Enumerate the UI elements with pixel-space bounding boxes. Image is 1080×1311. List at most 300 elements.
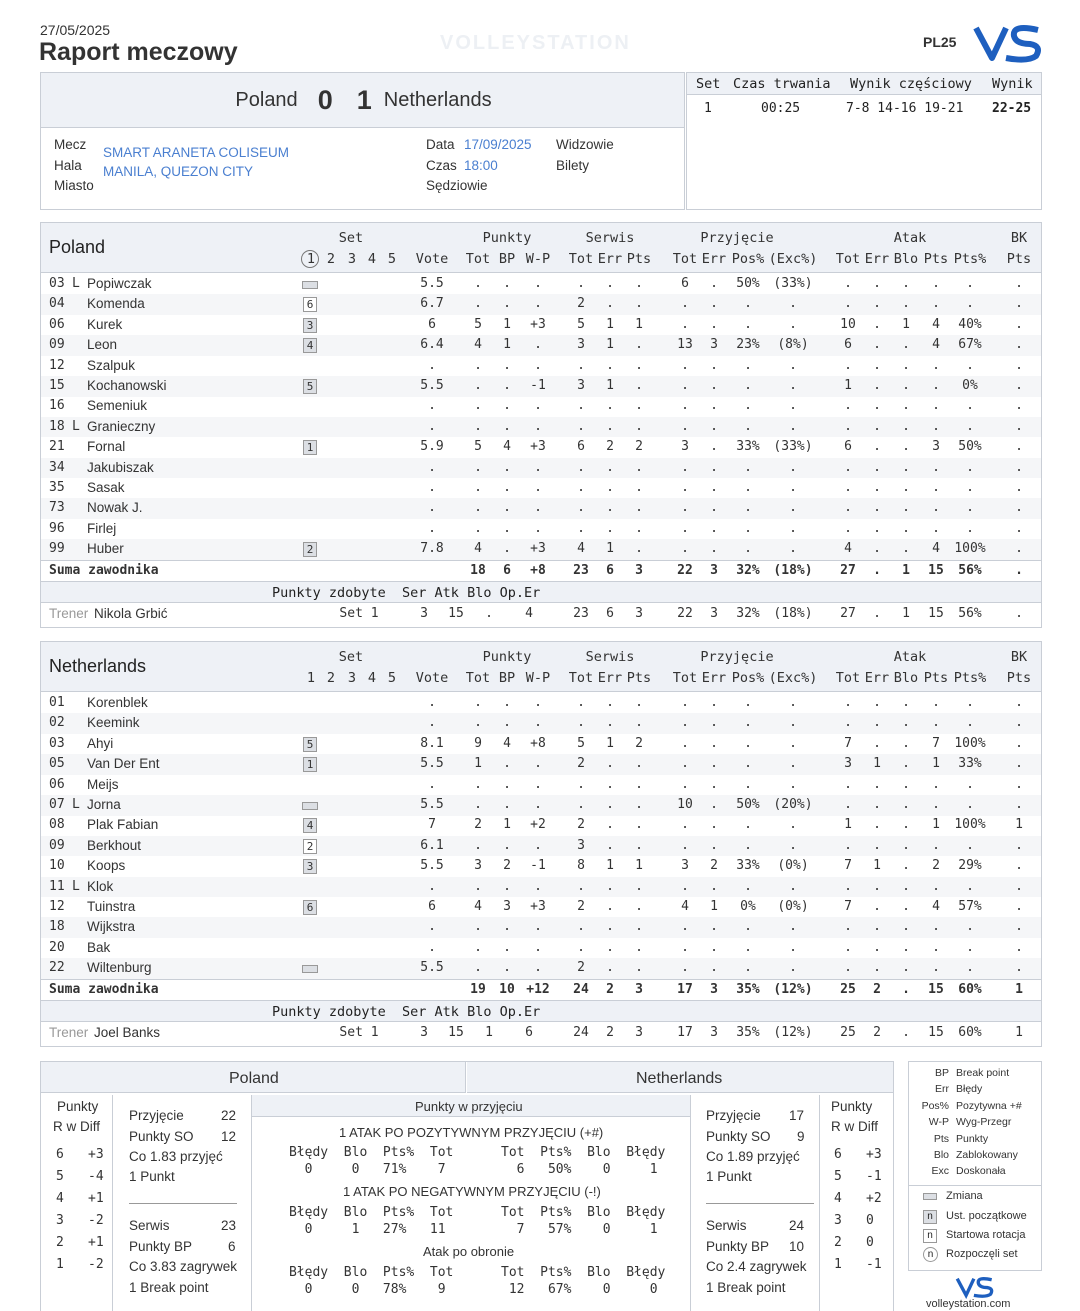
home-bp-label: Punkty BP (129, 1239, 193, 1254)
reception-value: . (789, 817, 797, 833)
pos-left-values: 0 0 71% 7 (289, 1162, 446, 1177)
attack-value: . (932, 715, 940, 731)
def-right-header: Tot Pts% Blo Błędy (501, 1265, 666, 1280)
points-value: . (474, 837, 482, 853)
footer-site: volleystation.com (926, 1298, 1011, 1310)
serve-value: 2 (635, 439, 643, 455)
player-name[interactable]: Koops (87, 858, 126, 874)
attack-value: . (966, 459, 974, 475)
reception-value: . (789, 541, 797, 557)
points-value: . (474, 797, 482, 812)
start-position-badge: 1 (303, 440, 317, 455)
attack-value: . (902, 878, 910, 894)
serve-value: . (635, 296, 643, 312)
attack-value: . (932, 296, 940, 312)
player-name[interactable]: Sasak (87, 480, 125, 495)
player-name[interactable]: Kurek (87, 316, 123, 332)
vote-value: 6.4 (420, 337, 444, 353)
player-name[interactable]: Klok (87, 878, 114, 894)
scored-atk: 15 (448, 1024, 464, 1040)
reception-value: . (710, 919, 718, 935)
reception-value: . (744, 418, 752, 434)
set-col-header: Set (696, 76, 721, 92)
reception-value: . (789, 695, 797, 710)
coach-set: Set 1 (339, 605, 379, 621)
reception-value: . (710, 459, 718, 475)
reception-value: . (789, 756, 797, 772)
attack-value: . (932, 418, 940, 434)
start-position-badge: 6 (303, 900, 317, 915)
reception-value: . (710, 357, 718, 373)
player-name[interactable]: Kochanowski (87, 378, 167, 393)
reception-value: . (681, 378, 689, 393)
reception-value: . (710, 756, 718, 772)
block-value: . (1015, 837, 1023, 853)
player-name[interactable]: Ahyi (87, 735, 114, 751)
reception-col-header: Pos% (731, 670, 765, 686)
bk-col-header: Pts (1006, 670, 1032, 686)
serve-value: . (606, 500, 614, 516)
coach-block: 1 (1015, 1024, 1023, 1040)
block-value: . (1015, 858, 1023, 874)
reception-value: . (710, 296, 718, 312)
reception-col-header: Tot (672, 670, 698, 686)
reception-value: . (681, 878, 689, 894)
start-position-badge: 4 (303, 338, 317, 353)
serve-value: . (635, 797, 643, 812)
def-right-values: 12 67% 0 0 (501, 1282, 658, 1297)
attack-value: . (902, 418, 910, 434)
total-reception: 17 (677, 981, 693, 997)
attack-value: . (932, 520, 940, 536)
serve-value: . (577, 919, 585, 935)
rotation-number: 3 (834, 1213, 842, 1228)
points-value: . (474, 276, 482, 291)
player-row (41, 795, 1041, 816)
serve-value: . (606, 817, 614, 833)
serve-value: 1 (635, 316, 643, 332)
serve-value: . (606, 919, 614, 935)
serve-value: . (606, 695, 614, 710)
points-value: . (474, 398, 482, 414)
attack-value: . (902, 296, 910, 312)
player-name[interactable]: Jakubiszak (87, 459, 154, 475)
rotation-number: 6 (56, 1147, 64, 1162)
coach-attack: 27 (840, 605, 856, 621)
coach-block: . (1015, 605, 1023, 621)
substitution-icon (302, 281, 318, 289)
legend-desc: Doskonała (956, 1165, 1006, 1178)
coach-serve: 23 (573, 605, 589, 621)
attack-value: . (966, 480, 974, 495)
player-name[interactable]: Keemink (87, 715, 140, 731)
total-reception: 3 (710, 562, 718, 578)
points-value: . (534, 276, 542, 291)
legend-abbr: W-P (928, 1116, 949, 1129)
vote-value: . (428, 520, 436, 536)
player-name[interactable]: Wiltenburg (87, 960, 152, 976)
attack-value: . (966, 960, 974, 976)
reception-value: . (789, 878, 797, 894)
reception-value: . (744, 459, 752, 475)
serve-value: . (606, 398, 614, 414)
reception-value: 50% (736, 276, 760, 291)
points-value: . (474, 878, 482, 894)
block-value: . (1015, 715, 1023, 731)
player-name[interactable]: Popiwczak (87, 276, 152, 291)
points-value: 5 (474, 439, 482, 455)
attack-value: . (966, 418, 974, 434)
player-row (41, 917, 1041, 938)
attack-value: 1 (844, 817, 852, 833)
attack-value: . (873, 960, 881, 976)
block-value: . (1015, 520, 1023, 536)
legend-start: Startowa rotacja (946, 1229, 1026, 1241)
vote-value: . (428, 715, 436, 731)
points-value: . (474, 480, 482, 495)
block-value: . (1015, 439, 1023, 455)
coach-reception: 17 (677, 1024, 693, 1040)
attack-value: . (873, 735, 881, 751)
vote-value: 6 (428, 316, 436, 332)
player-name[interactable]: Wijkstra (87, 919, 135, 935)
reception-value: . (681, 418, 689, 434)
pos-right-header: Tot Pts% Blo Błędy (501, 1145, 666, 1160)
vote-value: 6.1 (420, 837, 444, 853)
total-serve: 24 (573, 981, 589, 997)
serve-value: . (635, 500, 643, 516)
reception-value: 3 (681, 858, 689, 874)
attack-value: 0% (962, 378, 978, 393)
player-name[interactable]: Korenblek (87, 695, 148, 710)
attack-col-header: Tot (835, 251, 861, 267)
start-rotation-icon: n (923, 1229, 937, 1243)
points-value: . (474, 418, 482, 434)
home-bp-value: 6 (228, 1239, 236, 1254)
serve-col-header: Err (597, 670, 623, 686)
player-name[interactable]: Semeniuk (87, 398, 148, 414)
points-value: 9 (474, 735, 482, 751)
points-value: . (534, 756, 542, 772)
neg-right-values: 7 57% 0 1 (501, 1222, 658, 1237)
block-value: 1 (1015, 817, 1023, 833)
player-number: 34 (49, 459, 65, 475)
attack-value: 100% (954, 541, 986, 557)
player-name[interactable]: Nowak J. (87, 500, 143, 516)
points-value: 1 (503, 337, 511, 353)
reception-value: 10 (677, 797, 693, 812)
player-name[interactable]: Szalpuk (87, 357, 136, 373)
points-value: . (503, 500, 511, 516)
player-name[interactable]: Meijs (87, 776, 119, 792)
player-number: 12 (49, 357, 65, 373)
serve-col-header: Pts (626, 670, 652, 686)
points-value: . (503, 480, 511, 495)
player-number: 04 (49, 296, 65, 312)
points-value: . (474, 776, 482, 792)
player-name[interactable]: Granieczny (87, 418, 156, 434)
serve-col-header: Tot (568, 670, 594, 686)
points-value: 4 (503, 735, 511, 751)
vote-value: 5.5 (420, 756, 444, 772)
attack-value: . (902, 735, 910, 751)
total-points: 19 (470, 981, 486, 997)
serve-value: . (635, 459, 643, 475)
serve-value: . (635, 520, 643, 536)
player-row (41, 376, 1041, 397)
serve-value: . (606, 776, 614, 792)
scored-points-bar (41, 581, 1041, 603)
player-row (41, 315, 1041, 336)
reception-value: 4 (681, 899, 689, 914)
serve-value: . (606, 960, 614, 976)
serve-col-header: Tot (568, 251, 594, 267)
legend-desc: Wyg-Przegr (956, 1116, 1012, 1129)
away-one-breakpoint: 1 Break point (706, 1280, 786, 1295)
attack-value: . (902, 439, 910, 455)
start-position-badge: 2 (303, 542, 317, 557)
total-label: Suma zawodnika (49, 981, 159, 997)
reception-value: . (744, 715, 752, 731)
points-value: 4 (474, 337, 482, 353)
block-value: . (1015, 459, 1023, 475)
player-name[interactable]: Plak Fabian (87, 817, 159, 833)
total-reception: (18%) (773, 562, 813, 578)
reception-value: . (744, 480, 752, 495)
home-reception-value: 22 (221, 1108, 237, 1123)
player-name[interactable]: Berkhout (87, 837, 142, 853)
serve-col-header: Err (597, 251, 623, 267)
attack-value: . (902, 899, 910, 914)
points-value: . (474, 960, 482, 976)
points-value: 5 (474, 316, 482, 332)
player-name[interactable]: Bak (87, 939, 111, 955)
block-value: . (1015, 797, 1023, 812)
reception-value: . (681, 735, 689, 751)
block-value: . (1015, 899, 1023, 914)
summary-panel (40, 1061, 894, 1311)
reception-value: . (710, 939, 718, 955)
points-value: . (503, 939, 511, 955)
serve-value: 8 (577, 858, 585, 874)
attack-value: 7 (844, 899, 852, 914)
attack-value: . (844, 418, 852, 434)
points-value: . (534, 939, 542, 955)
total-points: 10 (499, 981, 515, 997)
summary-away-name: Netherlands (636, 1070, 723, 1087)
reception-value: . (789, 480, 797, 495)
serve-value: . (635, 817, 643, 833)
set-num-header: 5 (387, 670, 397, 686)
libero-marker: L (72, 797, 80, 812)
points-value: . (534, 797, 542, 812)
player-row (41, 877, 1041, 898)
player-number: 73 (49, 500, 65, 516)
coach-label: Trener (49, 1024, 89, 1040)
total-reception: (12%) (773, 981, 813, 997)
reception-value: (33%) (773, 439, 813, 455)
attack-value: 4 (932, 899, 940, 914)
reception-value: . (789, 378, 797, 393)
hall-label: Hala (54, 158, 82, 173)
team-table-poland (40, 222, 1042, 628)
attack-col-header: Pts% (953, 670, 987, 686)
rotation-diff: +3 (866, 1147, 882, 1162)
reception-value: 3 (681, 439, 689, 455)
serve-value: . (577, 276, 585, 291)
attack-value: 7 (932, 735, 940, 751)
reception-value: . (789, 500, 797, 516)
result-col-header: Wynik (992, 76, 1033, 92)
reception-value: . (744, 378, 752, 393)
serve-value: 3 (577, 837, 585, 853)
reception-value: . (710, 439, 718, 455)
attack-value: . (902, 541, 910, 557)
player-number: 21 (49, 439, 65, 455)
player-name[interactable]: Fornal (87, 439, 126, 455)
vote-value: . (428, 418, 436, 434)
serve-value: . (635, 899, 643, 914)
player-name[interactable]: Jorna (87, 797, 121, 812)
block-value: . (1015, 939, 1023, 955)
player-row (41, 519, 1041, 540)
attack-value: . (873, 480, 881, 495)
attack-value: . (873, 541, 881, 557)
reception-value: 0% (740, 899, 756, 914)
points-value: 1 (503, 316, 511, 332)
serve-value: . (606, 520, 614, 536)
legend-abbr: Pos% (921, 1099, 949, 1112)
total-points: +8 (530, 562, 546, 578)
attack-value: . (873, 357, 881, 373)
player-number: 18 (49, 919, 65, 935)
points-value: . (474, 500, 482, 516)
attack-value: . (966, 837, 974, 853)
attack-value: . (844, 357, 852, 373)
player-row (41, 693, 1041, 714)
player-number: 96 (49, 520, 65, 536)
points-value: 3 (503, 899, 511, 914)
start-position-badge: 6 (303, 297, 317, 312)
rotation-diff: 0 (866, 1213, 874, 1228)
player-row (41, 356, 1041, 377)
serve-value: . (606, 899, 614, 914)
vote-value: . (428, 939, 436, 955)
block-value: . (1015, 695, 1023, 710)
points-value: +3 (530, 439, 546, 455)
serve-value: . (606, 480, 614, 495)
reception-value: . (681, 960, 689, 976)
attack-value: 40% (958, 316, 982, 332)
coach-reception: 35% (736, 1024, 760, 1040)
total-attack: . (902, 981, 910, 997)
reception-col-header: Err (701, 251, 727, 267)
legend-abbr: Exc (931, 1165, 949, 1178)
attack-value: . (844, 459, 852, 475)
player-row (41, 958, 1041, 979)
total-points: 18 (470, 562, 486, 578)
attack-value: . (844, 715, 852, 731)
team-total-row (41, 979, 1041, 1000)
attack-value: . (932, 776, 940, 792)
player-name[interactable]: Komenda (87, 296, 145, 312)
points-value: . (474, 357, 482, 373)
reception-value: . (789, 520, 797, 536)
serve-value: . (635, 357, 643, 373)
serve-value: 1 (606, 541, 614, 557)
legend-desc: Błędy (956, 1083, 983, 1096)
attack-value: 100% (954, 735, 986, 751)
serve-value: . (577, 776, 585, 792)
reception-value: . (681, 296, 689, 312)
coach-serve: 2 (606, 1024, 614, 1040)
serve-value: . (635, 337, 643, 353)
legend-abbr: Err (935, 1083, 949, 1096)
attack-value: . (902, 797, 910, 812)
pos-left-header: Błędy Blo Pts% Tot (289, 1145, 454, 1160)
points-col-header: Tot (465, 251, 491, 267)
reception-value: . (710, 695, 718, 710)
attack-value: . (932, 878, 940, 894)
points-value: 3 (474, 858, 482, 874)
points-value: . (534, 418, 542, 434)
rotation-diff: +3 (88, 1147, 104, 1162)
legend-ust: Ust. początkowe (946, 1210, 1027, 1222)
points-col-header: BP (498, 251, 516, 267)
attack-value: . (844, 837, 852, 853)
away-so-label: Punkty SO (706, 1129, 771, 1144)
player-row (41, 754, 1041, 775)
points-value: . (474, 378, 482, 393)
serve-value: . (606, 418, 614, 434)
scored-ser: 3 (420, 1024, 428, 1040)
reception-value: . (681, 776, 689, 792)
player-number: 07 (49, 797, 65, 812)
reception-value: . (681, 715, 689, 731)
reception-value: . (789, 960, 797, 976)
player-name[interactable]: Van Der Ent (87, 756, 160, 772)
def-left-values: 0 0 78% 9 (289, 1282, 446, 1297)
rotation-diff: -2 (88, 1257, 104, 1272)
serve-value: . (635, 541, 643, 557)
serve-value: . (577, 520, 585, 536)
attack-col-header: Pts (923, 251, 949, 267)
player-name[interactable]: Tuinstra (87, 899, 136, 914)
player-name[interactable]: Huber (87, 541, 124, 557)
attack-value: . (902, 459, 910, 475)
points-value: . (474, 695, 482, 710)
player-name[interactable]: Firlej (87, 520, 117, 536)
score-banner (40, 72, 685, 128)
vote-value: 8.1 (420, 735, 444, 751)
points-value: . (474, 296, 482, 312)
player-number: 06 (49, 776, 65, 792)
rotation-diff: +1 (88, 1191, 104, 1206)
home-rwdiff-label: R w Diff (53, 1119, 101, 1134)
attack-value: . (932, 919, 940, 935)
player-name[interactable]: Leon (87, 337, 118, 353)
legend-abbr: Blo (933, 1149, 949, 1161)
vote-value: . (428, 357, 436, 373)
attack-value: . (966, 276, 974, 291)
serve-value: . (577, 459, 585, 475)
scored-points-header: Punkty zdobyte Ser Atk Blo Op.Er (272, 1003, 541, 1020)
points-value: . (534, 520, 542, 536)
coach-reception: 32% (736, 605, 760, 621)
block-value: . (1015, 756, 1023, 772)
points-value: -1 (530, 858, 546, 874)
attack-value: . (844, 776, 852, 792)
